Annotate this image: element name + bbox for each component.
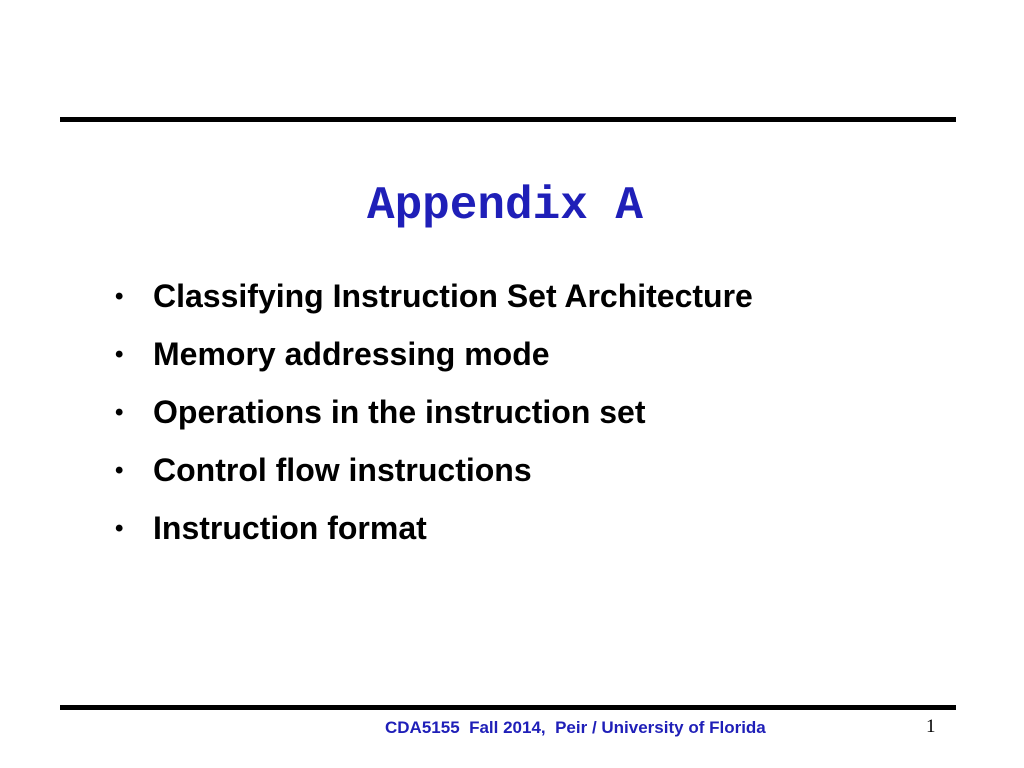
bullet-list [115, 278, 753, 568]
bullet-icon: • [115, 515, 124, 542]
bullet-item [115, 394, 753, 452]
bullet-text: Instruction format [153, 510, 427, 546]
bullet-text: Control flow instructions [153, 452, 532, 488]
bullet-item [115, 278, 753, 336]
bullet-text: Memory addressing mode [153, 336, 550, 372]
bullet-text: Classifying Instruction Set Architecture [153, 278, 753, 314]
page-number: 1 [926, 716, 936, 737]
bullet-item [115, 510, 753, 568]
bullet-text: Operations in the instruction set [153, 394, 646, 430]
top-divider [60, 117, 956, 122]
slide-footer: CDA5155 Fall 2014, Peir / University of Florida [385, 718, 766, 737]
slide-title: Appendix A [366, 180, 644, 232]
bullet-icon: • [115, 283, 124, 310]
bullet-item [115, 452, 753, 510]
bullet-item [115, 336, 753, 394]
bullet-icon: • [115, 457, 124, 484]
bullet-icon: • [115, 341, 124, 368]
bottom-divider [60, 705, 956, 710]
bullet-icon: • [115, 399, 124, 426]
